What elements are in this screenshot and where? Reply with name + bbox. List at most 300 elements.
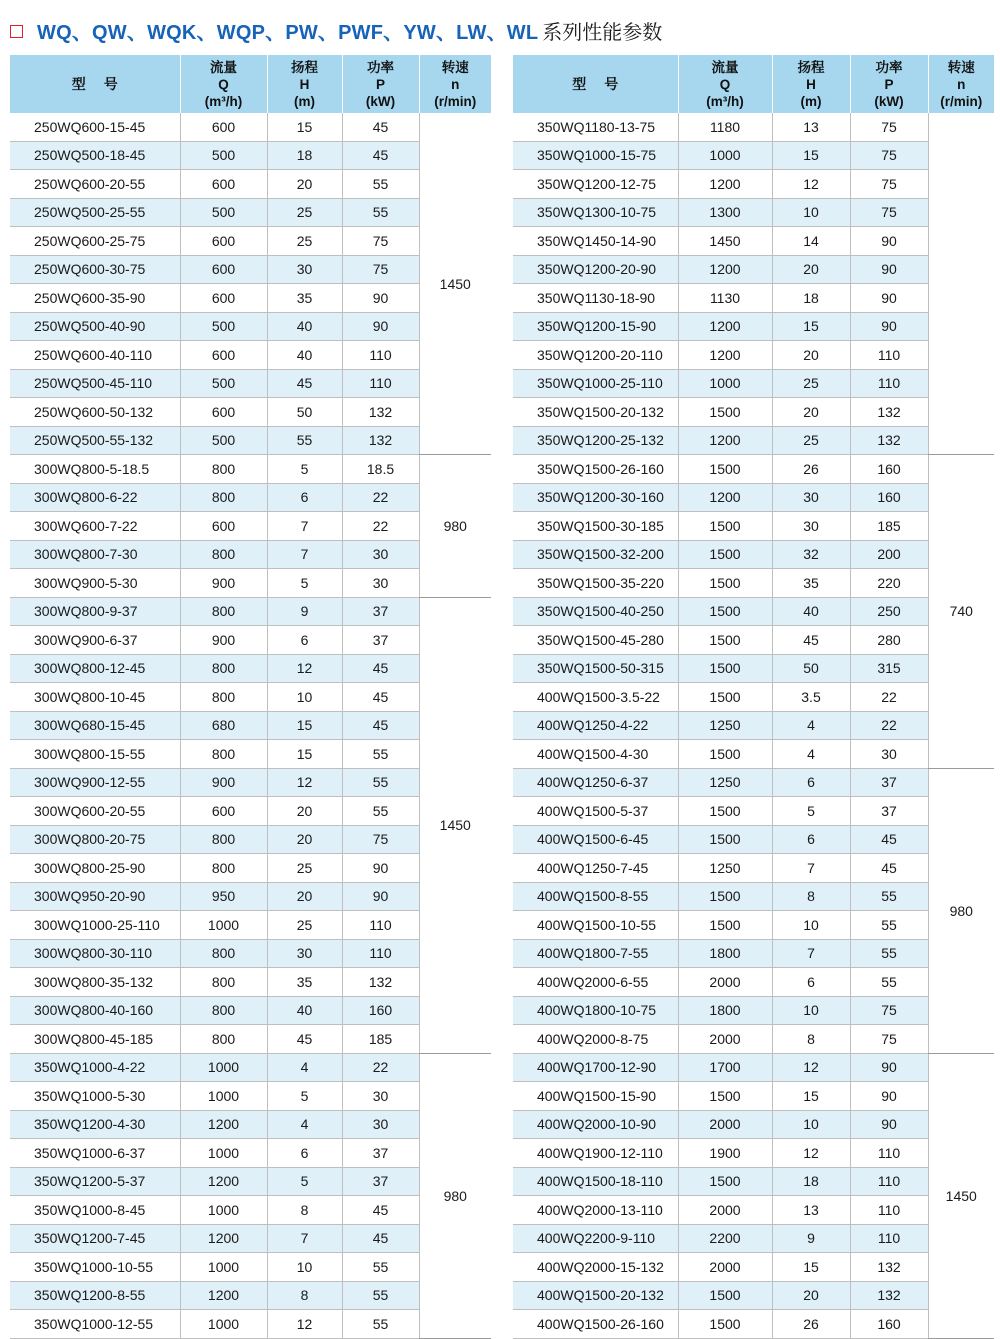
table-header-row <box>513 55 994 113</box>
power-cell: 45 <box>342 1196 419 1225</box>
model-cell: 350WQ1300-10-75 <box>513 198 678 227</box>
header-speed: 转速 n (r/min) <box>419 55 491 113</box>
model-cell: 400WQ2000-13-110 <box>513 1196 678 1225</box>
power-cell: 37 <box>342 626 419 655</box>
table-row <box>513 911 994 940</box>
power-cell: 132 <box>850 1281 928 1310</box>
power-cell: 22 <box>850 711 928 740</box>
flow-cell: 800 <box>180 854 267 883</box>
head-cell: 25 <box>267 911 342 940</box>
flow-cell: 1200 <box>678 312 772 341</box>
flow-cell: 1500 <box>678 455 772 484</box>
speed-cell: 980 <box>928 768 994 1053</box>
power-cell: 55 <box>850 939 928 968</box>
table-header-row <box>10 55 491 113</box>
flow-cell: 1180 <box>678 113 772 141</box>
head-cell: 50 <box>772 654 850 683</box>
head-cell: 18 <box>772 284 850 313</box>
head-cell: 6 <box>772 768 850 797</box>
table-row <box>10 455 491 484</box>
flow-cell: 1700 <box>678 1053 772 1082</box>
flow-cell: 1500 <box>678 512 772 541</box>
flow-cell: 1250 <box>678 854 772 883</box>
model-cell: 300WQ800-7-30 <box>10 540 180 569</box>
flow-cell: 1200 <box>678 426 772 455</box>
table-row <box>513 711 994 740</box>
flow-cell: 1200 <box>678 483 772 512</box>
speed-cell: 1450 <box>928 1053 994 1338</box>
header-model: 型号 <box>10 55 180 113</box>
table-row <box>10 1139 491 1168</box>
head-cell: 12 <box>267 1310 342 1339</box>
power-cell: 55 <box>850 911 928 940</box>
model-cell: 350WQ1200-8-55 <box>10 1281 180 1310</box>
model-cell: 400WQ1900-12-110 <box>513 1139 678 1168</box>
head-cell: 30 <box>772 483 850 512</box>
table-row <box>10 1053 491 1082</box>
table-row <box>10 797 491 826</box>
model-cell: 250WQ600-35-90 <box>10 284 180 313</box>
power-cell: 110 <box>342 341 419 370</box>
model-cell: 250WQ600-25-75 <box>10 227 180 256</box>
flow-cell: 1500 <box>678 1310 772 1339</box>
flow-cell: 1000 <box>180 1196 267 1225</box>
model-cell: 350WQ1200-25-132 <box>513 426 678 455</box>
power-cell: 185 <box>850 512 928 541</box>
head-cell: 13 <box>772 113 850 141</box>
head-cell: 7 <box>267 1224 342 1253</box>
power-cell: 185 <box>342 1025 419 1054</box>
header-power: 功率 P (kW) <box>850 55 928 113</box>
speed-cell: 980 <box>419 455 491 598</box>
table-row <box>513 426 994 455</box>
model-cell: 300WQ800-12-45 <box>10 654 180 683</box>
speed-cell: 1450 <box>419 597 491 1053</box>
speed-cell: 740 <box>928 455 994 769</box>
flow-cell: 2000 <box>678 1253 772 1282</box>
model-cell: 300WQ950-20-90 <box>10 882 180 911</box>
table-row <box>10 198 491 227</box>
flow-cell: 1000 <box>180 1139 267 1168</box>
head-cell: 15 <box>772 312 850 341</box>
table-row <box>513 227 994 256</box>
table-row <box>513 626 994 655</box>
table-row <box>10 1110 491 1139</box>
flow-cell: 800 <box>180 654 267 683</box>
table-row <box>513 170 994 199</box>
flow-cell: 800 <box>180 968 267 997</box>
flow-cell: 1000 <box>180 1053 267 1082</box>
table-row <box>10 540 491 569</box>
head-cell: 30 <box>772 512 850 541</box>
model-cell: 350WQ1200-5-37 <box>10 1167 180 1196</box>
power-cell: 30 <box>342 569 419 598</box>
model-cell: 350WQ1200-20-110 <box>513 341 678 370</box>
model-cell: 400WQ1500-8-55 <box>513 882 678 911</box>
table-row <box>513 740 994 769</box>
head-cell: 12 <box>267 654 342 683</box>
power-cell: 132 <box>342 968 419 997</box>
table-row <box>10 597 491 626</box>
model-cell: 400WQ2200-9-110 <box>513 1224 678 1253</box>
model-cell: 300WQ800-20-75 <box>10 825 180 854</box>
head-cell: 5 <box>267 569 342 598</box>
head-cell: 12 <box>772 170 850 199</box>
flow-cell: 1250 <box>678 768 772 797</box>
table-row <box>10 255 491 284</box>
head-cell: 15 <box>267 711 342 740</box>
table-row <box>10 882 491 911</box>
table-row <box>10 1310 491 1339</box>
power-cell: 55 <box>342 740 419 769</box>
table-row <box>10 398 491 427</box>
head-cell: 18 <box>772 1167 850 1196</box>
power-cell: 75 <box>850 1025 928 1054</box>
head-cell: 45 <box>267 1025 342 1054</box>
flow-cell: 600 <box>180 113 267 141</box>
head-cell: 25 <box>267 854 342 883</box>
flow-cell: 800 <box>180 483 267 512</box>
model-cell: 400WQ1500-10-55 <box>513 911 678 940</box>
table-row <box>10 854 491 883</box>
flow-cell: 900 <box>180 768 267 797</box>
model-cell: 300WQ800-40-160 <box>10 996 180 1025</box>
flow-cell: 1200 <box>180 1224 267 1253</box>
head-cell: 20 <box>267 882 342 911</box>
table-row <box>10 911 491 940</box>
power-cell: 30 <box>342 540 419 569</box>
power-cell: 132 <box>342 426 419 455</box>
table-row <box>10 939 491 968</box>
model-cell: 400WQ1500-20-132 <box>513 1281 678 1310</box>
model-cell: 350WQ1200-20-90 <box>513 255 678 284</box>
power-cell: 90 <box>342 284 419 313</box>
header-model: 型号 <box>513 55 678 113</box>
head-cell: 8 <box>772 882 850 911</box>
power-cell: 75 <box>342 255 419 284</box>
flow-cell: 1200 <box>180 1167 267 1196</box>
flow-cell: 1500 <box>678 1082 772 1111</box>
power-cell: 37 <box>850 797 928 826</box>
flow-cell: 1130 <box>678 284 772 313</box>
header-power: 功率 P (kW) <box>342 55 419 113</box>
head-cell: 12 <box>772 1139 850 1168</box>
speed-cell: 1450 <box>419 113 491 455</box>
flow-cell: 1800 <box>678 939 772 968</box>
table-row <box>10 312 491 341</box>
model-cell: 300WQ900-12-55 <box>10 768 180 797</box>
flow-cell: 2000 <box>678 968 772 997</box>
power-cell: 55 <box>342 1253 419 1282</box>
table-row <box>10 227 491 256</box>
power-cell: 90 <box>850 284 928 313</box>
model-cell: 400WQ1700-12-90 <box>513 1053 678 1082</box>
head-cell: 9 <box>267 597 342 626</box>
model-cell: 400WQ1500-5-37 <box>513 797 678 826</box>
power-cell: 45 <box>342 113 419 141</box>
head-cell: 35 <box>772 569 850 598</box>
title-suffix: 系列性能参数 <box>542 19 663 44</box>
head-cell: 25 <box>772 369 850 398</box>
table-row <box>10 284 491 313</box>
table-row <box>513 939 994 968</box>
header-head: 扬程 H (m) <box>267 55 342 113</box>
head-cell: 15 <box>267 740 342 769</box>
power-cell: 55 <box>850 968 928 997</box>
table-row <box>513 597 994 626</box>
table-row <box>10 170 491 199</box>
table-row <box>513 569 994 598</box>
power-cell: 55 <box>342 198 419 227</box>
power-cell: 160 <box>342 996 419 1025</box>
table-row <box>513 455 994 484</box>
flow-cell: 600 <box>180 512 267 541</box>
flow-cell: 1000 <box>678 369 772 398</box>
header-flow: 流量 Q (m³/h) <box>180 55 267 113</box>
power-cell: 90 <box>850 1082 928 1111</box>
model-cell: 400WQ1500-26-160 <box>513 1310 678 1339</box>
flow-cell: 2200 <box>678 1224 772 1253</box>
table-row <box>10 141 491 170</box>
flow-cell: 800 <box>180 455 267 484</box>
table-row <box>513 1167 994 1196</box>
model-cell: 350WQ1180-13-75 <box>513 113 678 141</box>
flow-cell: 800 <box>180 597 267 626</box>
flow-cell: 680 <box>180 711 267 740</box>
flow-cell: 500 <box>180 198 267 227</box>
speed-cell <box>928 113 994 455</box>
power-cell: 75 <box>342 227 419 256</box>
flow-cell: 600 <box>180 341 267 370</box>
speed-cell: 980 <box>419 1053 491 1338</box>
flow-cell: 1500 <box>678 654 772 683</box>
head-cell: 7 <box>772 854 850 883</box>
head-cell: 20 <box>772 255 850 284</box>
model-cell: 300WQ800-30-110 <box>10 939 180 968</box>
table-row <box>513 882 994 911</box>
model-cell: 300WQ800-45-185 <box>10 1025 180 1054</box>
model-cell: 400WQ1800-7-55 <box>513 939 678 968</box>
flow-cell: 800 <box>180 1025 267 1054</box>
power-cell: 132 <box>850 398 928 427</box>
model-cell: 400WQ1500-15-90 <box>513 1082 678 1111</box>
flow-cell: 1200 <box>678 170 772 199</box>
table-row <box>513 312 994 341</box>
model-cell: 300WQ600-7-22 <box>10 512 180 541</box>
table-row <box>513 540 994 569</box>
flow-cell: 1500 <box>678 882 772 911</box>
table-row <box>513 369 994 398</box>
power-cell: 55 <box>342 1310 419 1339</box>
model-cell: 350WQ1500-45-280 <box>513 626 678 655</box>
power-cell: 75 <box>850 113 928 141</box>
table-row <box>513 854 994 883</box>
flow-cell: 1200 <box>678 341 772 370</box>
power-cell: 30 <box>342 1082 419 1111</box>
power-cell: 110 <box>850 1224 928 1253</box>
model-cell: 250WQ600-30-75 <box>10 255 180 284</box>
model-cell: 300WQ800-5-18.5 <box>10 455 180 484</box>
table-row <box>513 141 994 170</box>
page-title <box>10 14 662 46</box>
head-cell: 13 <box>772 1196 850 1225</box>
flow-cell: 800 <box>180 939 267 968</box>
head-cell: 10 <box>772 911 850 940</box>
head-cell: 20 <box>772 1281 850 1310</box>
head-cell: 25 <box>772 426 850 455</box>
power-cell: 90 <box>850 1110 928 1139</box>
power-cell: 75 <box>342 825 419 854</box>
model-cell: 350WQ1500-26-160 <box>513 455 678 484</box>
flow-cell: 1500 <box>678 626 772 655</box>
table-row <box>513 198 994 227</box>
head-cell: 10 <box>772 198 850 227</box>
table-row <box>513 398 994 427</box>
table-row <box>513 1139 994 1168</box>
power-cell: 45 <box>850 854 928 883</box>
table-body-left <box>10 113 491 1338</box>
head-cell: 50 <box>267 398 342 427</box>
model-cell: 350WQ1130-18-90 <box>513 284 678 313</box>
power-cell: 220 <box>850 569 928 598</box>
model-cell: 250WQ500-18-45 <box>10 141 180 170</box>
performance-table-left <box>10 55 491 1339</box>
table-row <box>513 1110 994 1139</box>
power-cell: 160 <box>850 483 928 512</box>
table-row <box>10 512 491 541</box>
power-cell: 90 <box>342 882 419 911</box>
model-cell: 350WQ1000-6-37 <box>10 1139 180 1168</box>
head-cell: 35 <box>267 968 342 997</box>
power-cell: 37 <box>342 1139 419 1168</box>
power-cell: 90 <box>850 1053 928 1082</box>
flow-cell: 500 <box>180 141 267 170</box>
head-cell: 5 <box>267 455 342 484</box>
power-cell: 110 <box>850 1167 928 1196</box>
title-series: WQ、QW、WQK、WQP、PW、PWF、YW、LW、WL <box>37 21 539 44</box>
table-row <box>10 1025 491 1054</box>
power-cell: 160 <box>850 455 928 484</box>
power-cell: 75 <box>850 141 928 170</box>
head-cell: 40 <box>267 996 342 1025</box>
table-row <box>10 341 491 370</box>
model-cell: 300WQ900-6-37 <box>10 626 180 655</box>
header-speed: 转速 n (r/min) <box>928 55 994 113</box>
model-cell: 350WQ1200-4-30 <box>10 1110 180 1139</box>
head-cell: 15 <box>772 141 850 170</box>
head-cell: 40 <box>267 341 342 370</box>
header-head: 扬程 H (m) <box>772 55 850 113</box>
table-row <box>10 996 491 1025</box>
power-cell: 55 <box>342 170 419 199</box>
head-cell: 5 <box>267 1167 342 1196</box>
model-cell: 300WQ600-20-55 <box>10 797 180 826</box>
model-cell: 400WQ1250-7-45 <box>513 854 678 883</box>
model-cell: 350WQ1000-12-55 <box>10 1310 180 1339</box>
flow-cell: 1300 <box>678 198 772 227</box>
head-cell: 12 <box>267 768 342 797</box>
table-row <box>10 113 491 141</box>
head-cell: 6 <box>267 626 342 655</box>
flow-cell: 1000 <box>180 1082 267 1111</box>
model-cell: 250WQ600-40-110 <box>10 341 180 370</box>
model-cell: 350WQ1200-15-90 <box>513 312 678 341</box>
power-cell: 45 <box>850 825 928 854</box>
flow-cell: 1450 <box>678 227 772 256</box>
power-cell: 45 <box>342 141 419 170</box>
head-cell: 30 <box>267 255 342 284</box>
head-cell: 20 <box>772 398 850 427</box>
head-cell: 8 <box>267 1196 342 1225</box>
model-cell: 250WQ500-45-110 <box>10 369 180 398</box>
model-cell: 350WQ1200-12-75 <box>513 170 678 199</box>
performance-table-right <box>513 55 994 1339</box>
power-cell: 22 <box>342 483 419 512</box>
power-cell: 37 <box>342 597 419 626</box>
flow-cell: 1200 <box>180 1281 267 1310</box>
table-row <box>10 626 491 655</box>
flow-cell: 800 <box>180 740 267 769</box>
table-row <box>513 1053 994 1082</box>
model-cell: 300WQ680-15-45 <box>10 711 180 740</box>
flow-cell: 1000 <box>678 141 772 170</box>
power-cell: 55 <box>342 797 419 826</box>
flow-cell: 1000 <box>180 911 267 940</box>
model-cell: 250WQ600-50-132 <box>10 398 180 427</box>
head-cell: 40 <box>772 597 850 626</box>
power-cell: 75 <box>850 170 928 199</box>
model-cell: 300WQ800-35-132 <box>10 968 180 997</box>
power-cell: 45 <box>342 654 419 683</box>
flow-cell: 600 <box>180 797 267 826</box>
flow-cell: 900 <box>180 569 267 598</box>
head-cell: 26 <box>772 1310 850 1339</box>
head-cell: 6 <box>772 968 850 997</box>
head-cell: 45 <box>772 626 850 655</box>
power-cell: 110 <box>850 1196 928 1225</box>
flow-cell: 1500 <box>678 569 772 598</box>
flow-cell: 1200 <box>180 1110 267 1139</box>
table-row <box>513 483 994 512</box>
table-row <box>513 1082 994 1111</box>
power-cell: 22 <box>850 683 928 712</box>
head-cell: 8 <box>267 1281 342 1310</box>
head-cell: 7 <box>267 512 342 541</box>
head-cell: 7 <box>267 540 342 569</box>
model-cell: 350WQ1500-30-185 <box>513 512 678 541</box>
flow-cell: 1500 <box>678 825 772 854</box>
head-cell: 18 <box>267 141 342 170</box>
table-row <box>513 1253 994 1282</box>
table-row <box>513 1196 994 1225</box>
power-cell: 132 <box>342 398 419 427</box>
power-cell: 45 <box>342 1224 419 1253</box>
table-row <box>513 797 994 826</box>
power-cell: 90 <box>342 312 419 341</box>
power-cell: 30 <box>342 1110 419 1139</box>
table-row <box>513 113 994 141</box>
table-row <box>10 768 491 797</box>
table-row <box>513 996 994 1025</box>
flow-cell: 800 <box>180 996 267 1025</box>
head-cell: 30 <box>267 939 342 968</box>
table-body-right <box>513 113 994 1338</box>
head-cell: 4 <box>267 1053 342 1082</box>
power-cell: 55 <box>342 1281 419 1310</box>
flow-cell: 1500 <box>678 797 772 826</box>
model-cell: 300WQ800-25-90 <box>10 854 180 883</box>
power-cell: 110 <box>850 1139 928 1168</box>
